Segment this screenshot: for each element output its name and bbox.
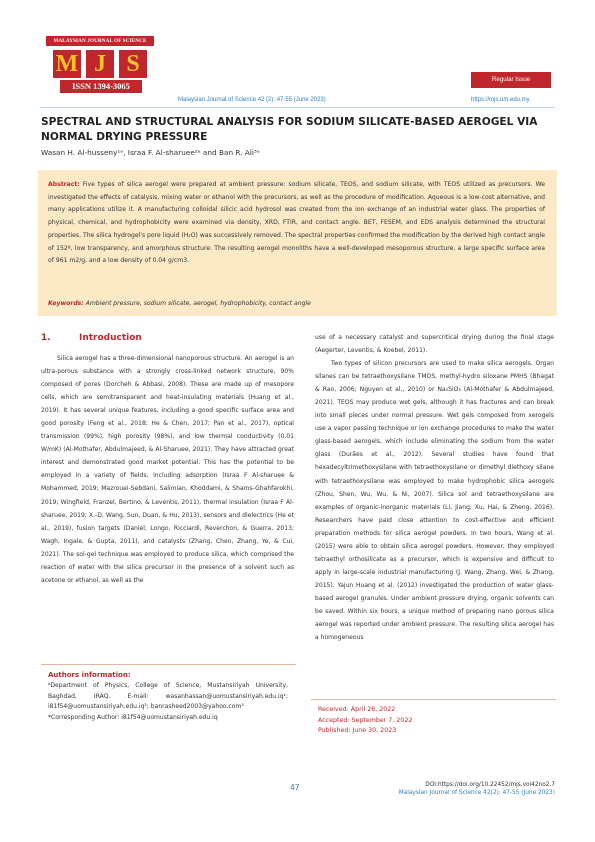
article-title: SPECTRAL AND STRUCTURAL ANALYSIS FOR SODIUM SILICATE-BASED AEROGEL VIA NORMAL DRYING PRESSURE [41,116,538,143]
abstract-text: Five types of silica aerogel were prepared at ambient pressure: sodium silicate, TEOS, and sodium silicate, with TEOS utilized as precursors. We investigated the effects of catalysis, mixing water or ethanol with the precursors, as well as the procedure of modification. Aqueous is a low-cost alternative, and many applications utilize it. A manufacturing colloidal silicic acid hydrosol was created from the ion exchange of an industrial water glass. The properties of physical, chemical, and hydrophobicity were examined via density, XRD, FTIR, and contact angle. BET, FESEM, and EDS analysis determined the structural properties. The silica hydrogel's pore liquid (H₂O) was successively removed. The spectral properties confirmed the modification by the derived high contact angle of 152º, low transparency, and amorphous structure. The resulting aerogel monoliths have a well-developed mesoporous structure, a large specific surface area of 961 m2/g, and a low density of 0.04 g/cm3. [48,181,545,265]
header-journal-citation: Malaysian Journal of Science 42 (2): 47-55 (June 2023) [178,97,326,103]
section-title: Introduction [79,333,142,343]
received-date [318,705,412,716]
journal-url-link[interactable]: https://mjs.um.edu.my [471,97,530,103]
issue-type-badge: Regular Issue [471,72,551,88]
affiliation: ᵃDepartment of Physics, College of Science, Mustansiriyah University, Baghdad, IRAQ. E-mail: wasanhassan@uomustansiriyah.edu.iq¹; i81f54@uomustansiriyah.edu.iq²; banrasheed2003@yahoo.com³ [48,682,288,711]
logo-letter-s: S [119,50,147,78]
accepted-date [318,716,412,727]
section-number: 1. [41,333,51,343]
keywords-text: Ambient pressure, sodium silicate, aerogel, hydrophobicity, contact angle [85,300,311,307]
dates-divider [311,699,556,700]
accepted-value: September 7, 2022 [351,716,413,724]
paragraph: use of a necessary catalyst and supercritical drying during the final stage (Aegerter, Leventis, & Koebel, 2011). [315,334,554,355]
journal-banner: MALAYSIAN JOURNAL OF SCIENCE [46,36,154,46]
page-number: 47 [290,783,300,792]
published-value: June 30, 2023 [352,727,397,735]
publication-dates [318,705,412,737]
received-value: April 26, 2022 [350,706,396,713]
received-label: Received: [318,706,349,713]
journal-logo [53,50,147,78]
authors-info-title: Authors information: [48,671,131,679]
footer-journal-citation: Malaysian Journal of Science 42(2): 47-55 (June 2023) [398,790,555,796]
keywords-label: Keywords: [48,300,84,307]
abstract [48,179,545,268]
logo-letter-j: J [86,50,114,78]
authors-info [48,681,288,724]
accepted-label: Accepted: [318,716,350,724]
published-date [318,726,412,737]
author-list: Wasan H. Al-husseny¹ᵃ, Israa F. Al-sharuee²ᵃ and Ban R. Ali³ᵃ [41,148,260,157]
body-column-left [41,352,294,587]
issn-badge: ISSN 1394-3065 [60,80,142,93]
doi-link[interactable]: DOI:https://doi.org/10.22452/mjs.vol42no2.7 [425,782,555,788]
paragraph: Silica aerogel has a three-dimensional nanoporous structure. An aerogel is an ultra-porous substance with a strongly cross-linked network structure, 90% composed of pores (Dorcheh & Abbasi, 2008). These are made up of mesopore cells, which are semitransparent and heat-insulating materials (Huang et al., 2019). It has several unique features, including a good specific surface area and good porosity (Feng et al., 2018; He & Chen, 2017; Pan et al., 2017), optical transmission (99%), high porosity (98%), and low thermal conductivity (0.01 W/mK) (Al-Mothafer, Abdulmajeed, & Al-Sharuee, 2021). They have attracted great interest and demonstrated good market potential. This has the potential to be employed in a variety of fields, including adsorption (Israa F Al-sharuee & Mohammed, 2019; Mazrouei-Sebdani, Salimian, Khoddami, & Shams-Ghahfarokhi, 2019; Wingfield, Franzel, Bertino, & Leventis, 2011), thermal insulation (Israa F Al-sharuee, 2019; X.-D. Wang, Sun, Duan, & Hu, 2013), sensors and dielectrics (He et al., 2019), fusion targets (Daniel, Longo, Ricciardi, Reverchon, & Guerra, 2013; Wagh, Ingale, & Gupta, 2011), and catalysts (Zhang, Chen, Zhang, Ye, & Cui, 2021). The sol-gel technique was employed to produce silica, which comprised the reaction of water with the silica precursor in the presence of a solvent such as acetone or ethanol, as well as the [41,355,294,584]
published-label: Published: [318,727,351,735]
body-column-right [315,331,554,644]
corresponding-author: *Corresponding Author: i81f54@uomustansiriyah.edu.iq [48,714,218,722]
logo-letter-m: M [53,50,81,78]
header-divider [40,107,555,108]
authors-info-divider [41,664,296,665]
abstract-box [38,170,557,316]
keywords [48,300,545,307]
abstract-label: Abstract: [48,181,80,188]
paragraph: Two types of silicon precursors are used to make silica aerogels. Organ silanes can be tetraethoxysilane TMOS, methyl-hydro siloxane PMHS (Bhagat & Rao, 2006; Nguyen et al., 2010) or Na₂SiO₃ (Al-Mothafer & Abdulmajeed, 2021). TEOS may produce wet gels, although it has fractures and can break into small pieces under normal pressure. Wet gels composed from xerogels use a vapor passing technique or ion exchange procedures to make the water glass-based aerogels, which include eliminating the sodium from the water glass (Durães et al., 2012). Several studies have found that hexadecyltrimethoxysilane with tetraethoxysilane or dimethyl diethoxy silane with tetraethoxysilane was employed to make hydrophobic silica aerogels (Zhou, Shen, Wu, Wu, & Ni, 2007). Silica sol and tetraethoxysilane are examples of organic-inorganic materials (Li, Jiang, Xu, Hai, & Zheng, 2016). Researchers have paid close attention to cost-effective and efficient preparation methods for silica aerogel powders. In two hours, Wang et al. (2015) were able to obtain silica aerogel powders. However, they employed tetraethyl orthosilicate as a precursor, which is expensive and difficult to apply in large-scale industrial manufacturing (J. Wang, Zhang, Wei, & Zhang, 2015). Yajun Huang et al. (2012) investigated the production of water glass-based aerogel granules. Under ambient pressure drying, organic solvents can be saved. Within six hours, a unique method of preparing nano porous silica aerogel was reported under ambient pressure. The resulting silica aerogel has a homogeneous [315,360,554,642]
